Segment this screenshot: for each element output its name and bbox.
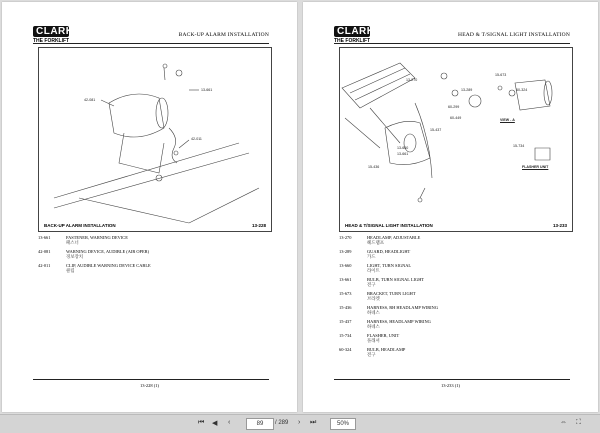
callout-label: 42-081 bbox=[84, 98, 96, 102]
page-title: HEAD & T/SIGNAL LIGHT INSTALLATION bbox=[458, 32, 570, 38]
header-divider bbox=[33, 43, 269, 44]
figure-head-signal-light bbox=[339, 47, 573, 232]
list-item: 13-270 HEADLAMP, ADJUSTABLE 헤드램프 bbox=[339, 235, 421, 245]
page-footer-number: 13-228 (1) bbox=[139, 383, 160, 388]
callout-label: 60-299 bbox=[448, 105, 460, 109]
list-item: 13-660 LIGHT, TURN SIGNAL 라이트 bbox=[339, 263, 412, 273]
list-item: 13-661 FASTENER, WARNING DEVICE 패스너 bbox=[38, 235, 128, 245]
list-item: 60-324 BULB, HEADLAMP 전구 bbox=[339, 347, 406, 357]
figure-number: 13-233 bbox=[552, 223, 567, 228]
footer-divider bbox=[33, 379, 269, 380]
page-total: / 289 bbox=[275, 420, 289, 426]
list-item: 42-011 CLIP, AUDIBLE WARNING DEVICE CABLE 클립 bbox=[38, 263, 151, 273]
callout-label: 15-673 bbox=[495, 73, 507, 77]
list-item: 15-437 HARNESS, HEADLAMP WIRING 하네스 bbox=[339, 319, 431, 329]
callout-label: 13-289 bbox=[461, 88, 473, 92]
page-footer-number: 13-233 (1) bbox=[440, 383, 461, 388]
callout-label: 60-449 bbox=[450, 116, 462, 120]
callout-label: 13-660 bbox=[397, 146, 409, 150]
callout-label: 13-661 bbox=[201, 88, 213, 92]
first-page-icon[interactable]: ⏮ bbox=[198, 419, 205, 426]
prev-page-icon[interactable]: ‹ bbox=[228, 419, 231, 426]
list-item: 15-673 BRACKET, TURN LIGHT 브라켓 bbox=[339, 291, 416, 301]
prev-page-icon[interactable]: ◀ bbox=[212, 420, 218, 427]
list-item: 13-289 GUARD, HEADLIGHT 가드 bbox=[339, 249, 411, 259]
document-page-right bbox=[303, 2, 598, 412]
figure-backup-alarm bbox=[38, 47, 272, 232]
clark-logo: CLARK THE FORKLIFT bbox=[33, 26, 74, 44]
header-divider bbox=[334, 43, 570, 44]
figure-caption: BACK-UP ALARM INSTALLATION bbox=[44, 223, 116, 228]
list-item: 13-661 BULB, TURN SIGNAL LIGHT 전구 bbox=[339, 277, 425, 287]
next-page-icon[interactable]: › bbox=[298, 419, 301, 426]
figure-caption: HEAD & T/SIGNAL LIGHT INSTALLATION bbox=[345, 223, 433, 228]
callout-label: 13-270 bbox=[406, 78, 418, 82]
figure-number: 13-228 bbox=[251, 223, 266, 228]
parts-list bbox=[38, 235, 270, 277]
callout-label: 15-437 bbox=[430, 128, 442, 132]
zoom-level-field[interactable]: 50% bbox=[330, 418, 356, 430]
callout-label: 13-661 bbox=[397, 152, 409, 156]
list-item: 15-734 FLASHER, UNIT 플래셔 bbox=[339, 333, 400, 343]
callout-label: 15-436 bbox=[368, 165, 380, 169]
callout-label: 42-011 bbox=[191, 137, 202, 141]
footer-divider bbox=[334, 379, 570, 380]
clark-logo: CLARK THE FORKLIFT bbox=[334, 26, 375, 44]
list-item: 15-436 HARNESS, RH HEADLAMP WIRING 하네스 bbox=[339, 305, 438, 315]
viewer-toolbar bbox=[0, 414, 600, 433]
fit-width-icon[interactable]: ⇔ bbox=[560, 419, 567, 426]
flasher-label: FLASHER UNIT bbox=[522, 165, 549, 169]
fit-page-icon[interactable]: ⛶ bbox=[576, 419, 581, 426]
page-title: BACK-UP ALARM INSTALLATION bbox=[178, 32, 269, 38]
headlight-diagram bbox=[340, 48, 572, 231]
view-label: VIEW - A bbox=[500, 118, 515, 122]
parts-list bbox=[339, 235, 571, 361]
list-item: 42-081 WARNING DEVICE, AUDIBLE (AIR OPER) 경보장치 bbox=[38, 249, 150, 259]
document-page-left bbox=[2, 2, 297, 412]
page-number-input[interactable]: 89 bbox=[246, 418, 274, 430]
backup-alarm-diagram bbox=[39, 48, 271, 231]
last-page-icon[interactable]: ⏭ bbox=[310, 419, 317, 426]
callout-label: 15-734 bbox=[513, 144, 525, 148]
callout-label: 60-324 bbox=[516, 88, 528, 92]
